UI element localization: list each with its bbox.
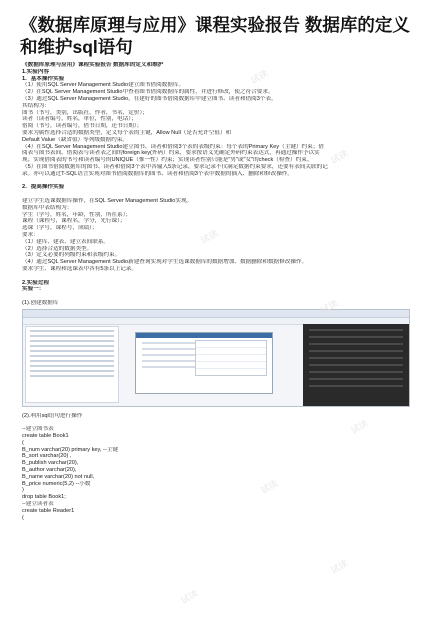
text-line <box>22 273 420 280</box>
text-line: （4）在SQL Server Management Studio建立图书、读者和借阅3个表的表级约束：每个表的Primary Key（主键）约束；借 <box>22 143 324 150</box>
screenshot-file-grid <box>195 340 267 376</box>
text-line: 选课（学号，课程号，成绩）； <box>22 225 98 232</box>
text-line: 录。亦可以通过T-SQL语言实现对图书借阅数据库的图书、读者和借阅3个表中数据的插入、删除和修改操作。 <box>22 170 293 177</box>
text-line: 建立学生选课数据库操作，在SQL Server Management Studio实现。 <box>22 197 193 204</box>
code-line: drop table Book1; <box>22 494 66 501</box>
text-line: （1）使用SQL Server Management Studio建立图书借阅数据库。 <box>22 82 185 89</box>
text-line: 其结构为： <box>22 102 50 109</box>
caption-create-database: (1).创建数据库 <box>22 299 59 306</box>
text-line: （3）通过SQL Server Management Studio，在建好的图书借阅数据库中建立图书、读者和借阅3个表， <box>22 95 277 102</box>
text-line: 2.实验过程 <box>22 279 50 286</box>
text-line <box>22 191 420 198</box>
code-line: --建立图书表 <box>22 426 54 433</box>
code-line: B_name varchar(20) not null, <box>22 473 95 480</box>
text-line: 现；实现借阅表的书号和读者编号的UNIQUE（惟一性）约束；实现读者性别只能是"男"或"女"的check（检查）约束。 <box>22 157 313 164</box>
text-line: 阅表与图书表间、借阅表与读者表之间的foreign key(外码）约束，要求按语义先确定外码约束表达式，再通过操作予以实 <box>22 150 320 157</box>
text-line: （5）在图书借阅数据库的图书、读者和借阅3个表中各输入5条记录，要求记录不仅满足数据约束要求，还要有表间关联的记 <box>22 163 328 170</box>
text-line: 借阅（书号，读者编号，借书日期，还书日期）； <box>22 123 143 130</box>
code-line: --建立读者表 <box>22 501 54 508</box>
watermark-stamp: 试读 <box>328 148 350 166</box>
text-line: Default Value（缺省值）等列级数据约束。 <box>22 136 128 143</box>
screenshot-object-explorer <box>25 326 119 403</box>
text-line: 1．基本操作实验 <box>22 75 65 82</box>
text-line: 1.实验内容 <box>22 68 50 75</box>
document-body <box>22 62 420 521</box>
text-line: （4）通过SQL Server Management Studio新建查询实现对学生选课数据库的数据增加、数据删除和数据修改操作。 <box>22 259 308 266</box>
caption-sql-operations: (2).利用sql语句进行操作 <box>22 412 83 419</box>
text-line: 要求： <box>22 231 39 238</box>
text-line: 2．提高操作实验 <box>22 184 65 191</box>
watermark-stamp: 试读 <box>348 418 370 436</box>
text-line: 课程（课程号，课程名，学分，先行课）； <box>22 218 126 225</box>
text-line: 读者（读者编号，姓名，单位，性别，电话）； <box>22 116 137 123</box>
body-text <box>22 62 420 293</box>
text-line: 图书（书号，类别，出版社，作者，书名，定价）； <box>22 109 148 116</box>
code-line: B_sort varchar(20) , <box>22 453 72 460</box>
document-title: 《数据库原理与应用》课程实验报告 数据库的定义和维护sql语句 <box>20 15 410 57</box>
screenshot-menubar <box>23 310 409 318</box>
screenshot-dark-panel <box>303 324 409 406</box>
text-line: 学生（学号，姓名，年龄，性别，所在系）； <box>22 211 132 218</box>
code-line: ) <box>22 487 24 494</box>
text-line: 要求为属性选择合适的数据类型，定义每个表的主键，Allow Null（是否允许空值）和 <box>22 129 232 136</box>
text-line: 实验一： <box>22 286 45 293</box>
sql-code-block <box>22 426 420 521</box>
code-line: create table Book1 <box>22 433 69 440</box>
text-line: 数据库中表结构为： <box>22 204 73 211</box>
text-line <box>22 178 420 185</box>
text-line: （3）定义必要的列级约束和表级约束。 <box>22 252 121 259</box>
text-line: （2）在SQL Server Management Studio中查看图书借阅数据库的属性，并进行修改，使之符合要求。 <box>22 89 274 96</box>
code-line: ( <box>22 439 24 446</box>
code-line: B_price numeric(5,2) --小数 <box>22 480 91 487</box>
watermark-stamp: 试读 <box>178 588 200 606</box>
watermark-stamp: 试读 <box>258 478 280 496</box>
text-line: （2）选择合适的数据类型。 <box>22 245 93 252</box>
watermark-stamp: 试读 <box>248 68 270 86</box>
text-line: 要求学生、课程和选课表中各有5条以上记录。 <box>22 265 137 272</box>
text-line: （1）建库、建表、建立表间联系。 <box>22 238 110 245</box>
text-line: 《数据库原理与应用》课程实验报告 数据库的定义和维护 <box>22 62 164 68</box>
code-line: B_publish varchar(20), <box>22 460 79 467</box>
code-line: B_author varchar(20), <box>22 467 77 474</box>
code-line: B_num varchar(20) primary key, --主键 <box>22 446 118 453</box>
watermark-stamp: 试读 <box>328 558 350 576</box>
code-line: ( <box>22 514 24 521</box>
watermark-stamp: 试读 <box>198 228 220 246</box>
code-line: create table Reader1 <box>22 507 75 514</box>
watermark-stamp: 试读 <box>318 298 340 316</box>
ssms-screenshot <box>22 309 410 407</box>
